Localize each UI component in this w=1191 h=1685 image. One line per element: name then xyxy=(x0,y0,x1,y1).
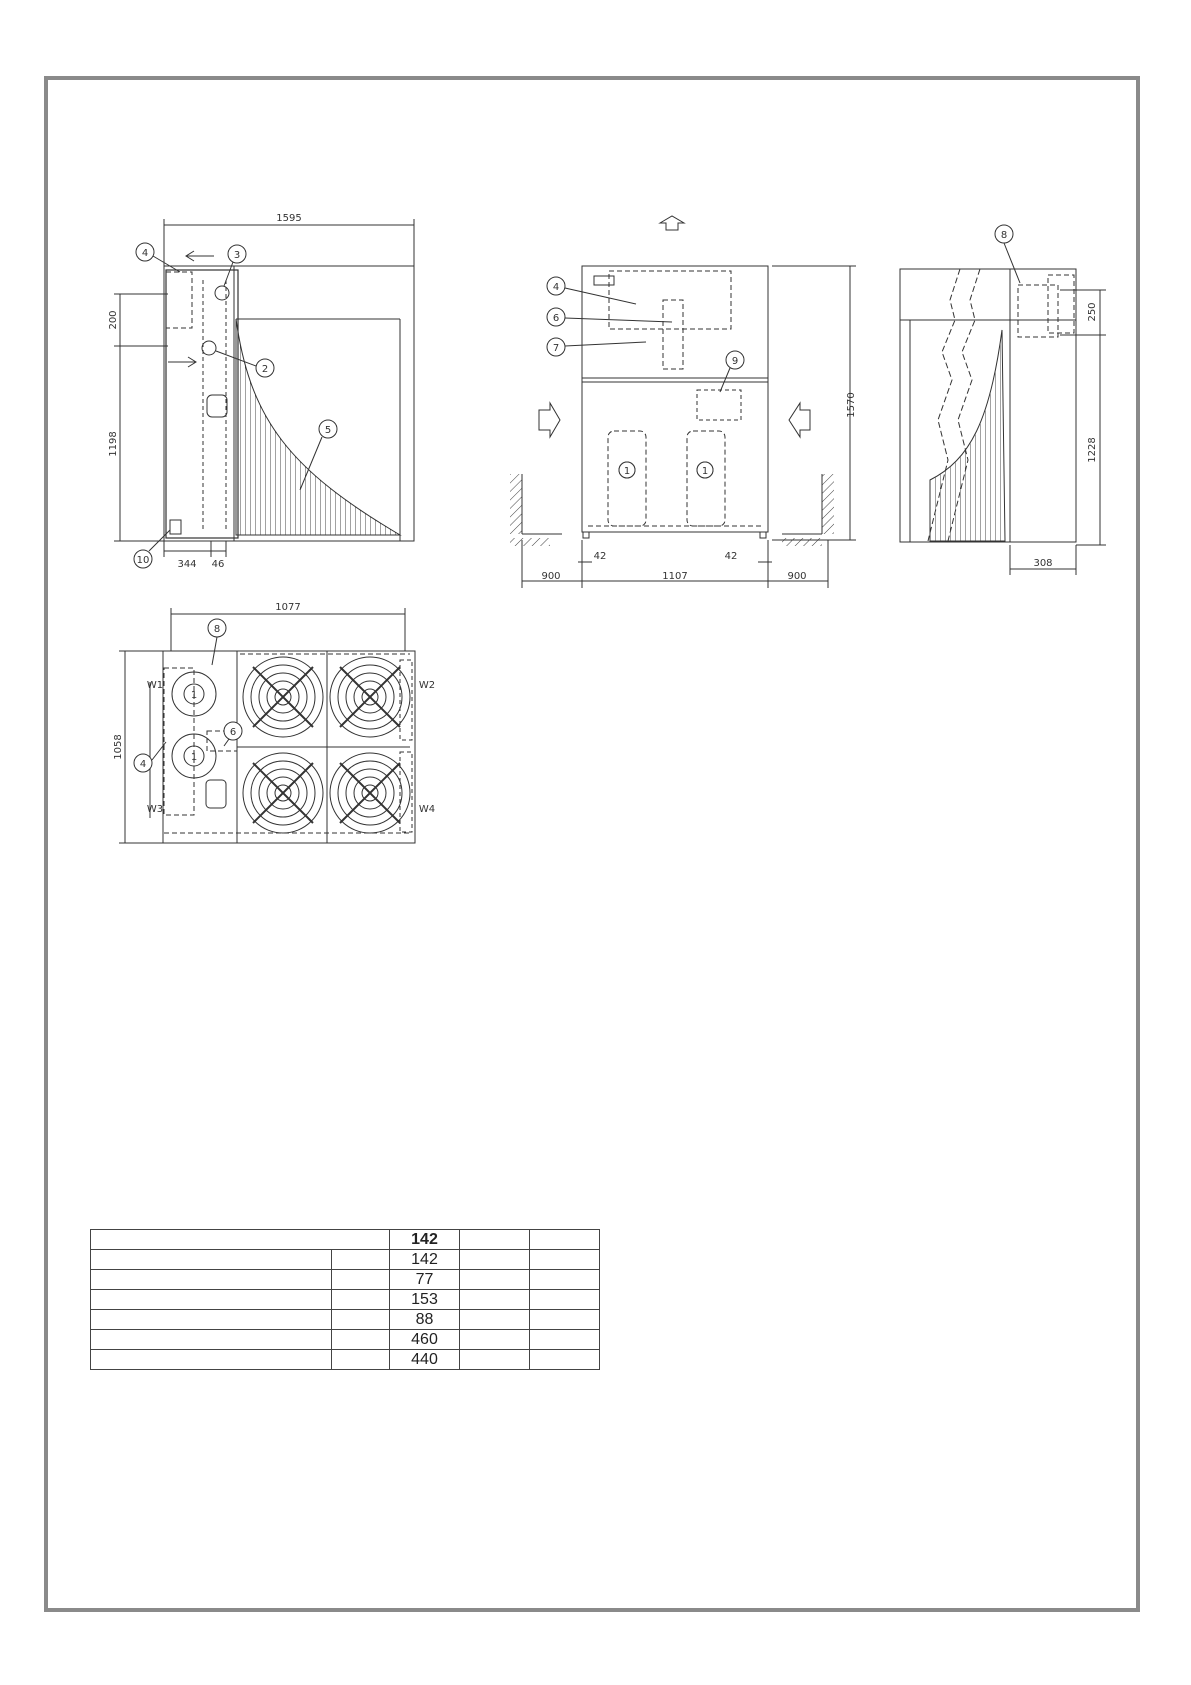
table-value: 460 xyxy=(390,1330,460,1350)
dim-front-clear-right: 900 xyxy=(787,571,807,582)
table-cell xyxy=(91,1270,332,1290)
fan-bottom-left xyxy=(243,753,323,833)
dim-right-height: 1228 xyxy=(1087,437,1098,463)
dim-side-upper: 200 xyxy=(108,310,119,330)
weights-table xyxy=(90,1229,600,1370)
table-cell xyxy=(460,1230,530,1250)
callout-7-front-label: 7 xyxy=(552,343,560,354)
top-view xyxy=(119,608,415,843)
callout-4-top-label: 4 xyxy=(139,759,147,770)
dim-side-left2: 46 xyxy=(211,559,225,570)
table-cell xyxy=(91,1350,332,1370)
table-row xyxy=(91,1250,600,1270)
table-value: 153 xyxy=(390,1290,460,1310)
compressor-right xyxy=(687,431,725,526)
front-view xyxy=(510,216,856,588)
callout-6-top-label: 6 xyxy=(229,727,237,738)
table-cell xyxy=(460,1330,530,1350)
table-cell xyxy=(530,1230,600,1250)
coil-hatch xyxy=(236,319,400,535)
table-cell xyxy=(91,1230,390,1250)
dim-side-left: 344 xyxy=(177,559,197,570)
table-row xyxy=(91,1330,600,1350)
table-row xyxy=(91,1350,600,1370)
callout-2-label: 2 xyxy=(261,364,269,375)
dim-side-height: 1198 xyxy=(108,431,119,457)
dim-right-depth: 308 xyxy=(1033,558,1053,569)
table-cell xyxy=(460,1290,530,1310)
fan-bottom-right xyxy=(330,753,410,833)
table-cell xyxy=(332,1350,390,1370)
callout-9-front-label: 9 xyxy=(731,356,739,367)
table-value: 440 xyxy=(390,1350,460,1370)
table-cell xyxy=(332,1250,390,1270)
fan-top-left xyxy=(243,657,323,737)
table-value: 77 xyxy=(390,1270,460,1290)
right-coil-hatch xyxy=(930,330,1005,541)
airflow-in-left xyxy=(539,403,560,437)
valve-9 xyxy=(697,390,741,420)
right-side-view xyxy=(900,269,1106,575)
dim-right-upper: 250 xyxy=(1087,302,1098,322)
dim-side-width: 1595 xyxy=(276,213,302,224)
box-4-dashed xyxy=(166,272,192,328)
table-row xyxy=(91,1230,600,1250)
dim-front-foot-right: 42 xyxy=(724,551,738,562)
table-cell xyxy=(460,1250,530,1270)
callout-1-front-left-label: 1 xyxy=(623,466,631,477)
box-6-front xyxy=(663,300,683,369)
table-value: 88 xyxy=(390,1310,460,1330)
table-cell xyxy=(530,1350,600,1370)
callout-10-label: 10 xyxy=(136,555,150,566)
table-cell xyxy=(332,1270,390,1290)
callout-1-top-lower-label: 1 xyxy=(190,752,198,763)
table-cell xyxy=(460,1270,530,1290)
table-cell xyxy=(460,1350,530,1370)
table-row xyxy=(91,1270,600,1290)
dim-front-clear-left: 900 xyxy=(541,571,561,582)
table-row xyxy=(91,1290,600,1310)
airflow-in-right xyxy=(789,403,810,437)
pump-symbol xyxy=(207,395,227,417)
table-cell xyxy=(91,1250,332,1270)
fan-top-right xyxy=(330,657,410,737)
weight-w3: W3 xyxy=(146,804,164,815)
table-cell xyxy=(91,1290,332,1310)
weight-w2: W2 xyxy=(418,680,436,691)
connection-2 xyxy=(202,341,216,355)
table-value: 142 xyxy=(390,1250,460,1270)
airflow-up-arrow xyxy=(660,216,684,230)
connection-3 xyxy=(215,286,229,300)
weight-w4: W4 xyxy=(418,804,436,815)
table-cell xyxy=(460,1310,530,1330)
weight-w1: W1 xyxy=(146,680,164,691)
side-view xyxy=(114,219,414,557)
dim-top-depth: 1058 xyxy=(113,734,124,760)
callout-1-top-upper-label: 1 xyxy=(190,690,198,701)
table-cell xyxy=(530,1330,600,1350)
callout-5-label: 5 xyxy=(324,425,332,436)
callout-4-front-label: 4 xyxy=(552,282,560,293)
table-cell xyxy=(530,1270,600,1290)
dim-front-foot-left: 42 xyxy=(593,551,607,562)
table-cell xyxy=(91,1310,332,1330)
callout-4-label: 4 xyxy=(141,248,149,259)
callout-8-right-label: 8 xyxy=(1000,230,1008,241)
table-cell xyxy=(530,1310,600,1330)
front-housing xyxy=(582,266,768,532)
dim-front-width: 1107 xyxy=(662,571,688,582)
callout-1-front-right-label: 1 xyxy=(701,466,709,477)
dim-top-width: 1077 xyxy=(275,602,301,613)
table-cell xyxy=(332,1330,390,1350)
table-cell xyxy=(332,1290,390,1310)
table-cell xyxy=(530,1290,600,1310)
callout-8-top-label: 8 xyxy=(213,624,221,635)
callout-3-label: 3 xyxy=(233,250,241,261)
table-cell xyxy=(332,1310,390,1330)
table-cell xyxy=(91,1330,332,1350)
table-header-value: 142 xyxy=(390,1230,460,1250)
table-row xyxy=(91,1310,600,1330)
callout-6-front-label: 6 xyxy=(552,313,560,324)
table-cell xyxy=(530,1250,600,1270)
dim-front-height: 1570 xyxy=(846,392,857,418)
